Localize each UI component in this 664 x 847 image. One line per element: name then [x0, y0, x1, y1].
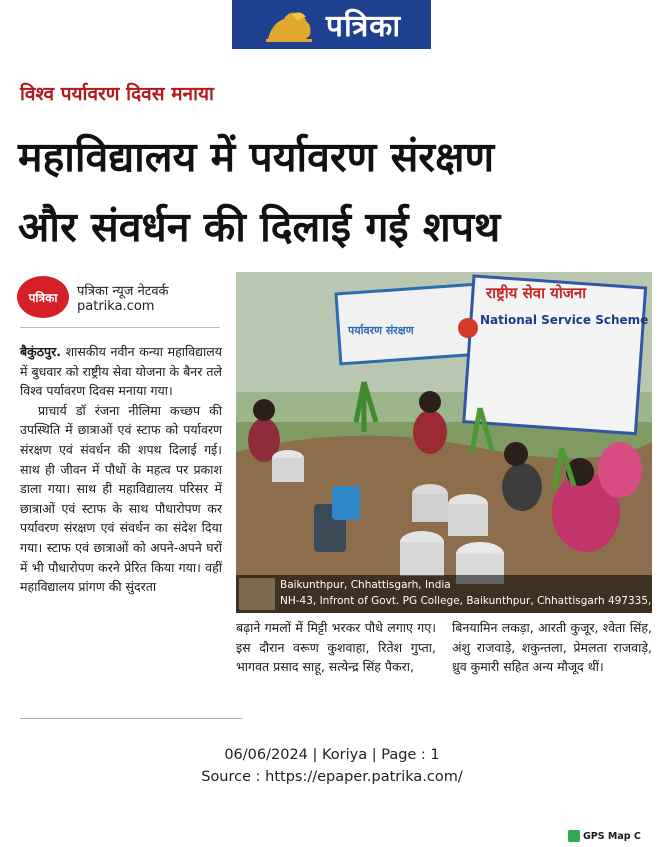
- page-footer: [0, 744, 664, 788]
- byline-name: पत्रिका न्यूज नेटवर्क: [77, 283, 169, 299]
- photo-banner-left: पर्यावरण संरक्षण: [348, 324, 414, 337]
- paragraph-1: [20, 342, 222, 401]
- paragraph-3: बढ़ाने गमलों में मिट्टी भरकर पौधे लगाए गए। इस दौरान वरूण कुशवाहा, रितेश गुप्ता, भागवत प्रसाद साहू, सत्येन्द्र सिंह पैकरा,: [236, 620, 436, 675]
- article-headline: [18, 122, 648, 262]
- photo-scene: [236, 272, 652, 613]
- article-column-2: [236, 618, 436, 677]
- gps-map-icon: [568, 830, 580, 842]
- byline: [17, 275, 222, 319]
- masthead: [232, 0, 431, 49]
- masthead-brand: पत्रिका: [325, 9, 402, 44]
- photo-banner-right-hindi: राष्ट्रीय सेवा योजना: [486, 284, 587, 302]
- paragraph-2: प्राचार्य डॉ रंजना नीलिमा कच्छप की उपस्थिति में छात्राओं एवं स्टाफ को पर्यावरण संरक्षण एवं संवर्धन की शपथ दिलाई गई। साथ ही जीवन में पौधों के महत्व पर प्रकाश डाला गया। साथ ही महाविद्यालय परिसर में छात्राओं एवं स्टाफ के साथ पौधारोपण कर पर्यावरण संरक्षण एवं संवर्धन का संदेश दिया गया। स्टाफ एवं छात्राओं को अपने-अपने घरों में भी पौधारोपण करने प्रेरित किया गया। वहीं महाविद्यालय प्रांगण की सुंदरता: [20, 402, 222, 595]
- byline-site: patrika.com: [77, 298, 155, 314]
- map-thumbnail: [239, 578, 275, 610]
- article-column-1: [20, 342, 222, 597]
- lion-emblem-icon: [262, 5, 316, 45]
- byline-badge: पत्रिका: [17, 276, 69, 318]
- dateline: बैकुंठपुर.: [20, 344, 61, 359]
- byline-divider: [20, 327, 220, 328]
- bottom-divider: [20, 718, 242, 719]
- gps-map-label: GPS Map C: [583, 830, 641, 842]
- paragraph-1-text: शासकीय नवीन कन्या महाविद्यालय में बुधवार को राष्ट्रीय सेवा योजना के बैनर तले विश्व पर्यावरण दिवस मनाया गया।: [20, 344, 222, 399]
- headline-line-1: महाविद्यालय में पर्यावरण संरक्षण: [18, 133, 495, 181]
- gps-map-badge: [564, 825, 652, 847]
- footer-source: Source : https://epaper.patrika.com/: [201, 769, 463, 785]
- geotag-line-2: NH-43, Infront of Govt. PG College, Baikunthpur, Chhattisgarh 497335,: [280, 595, 652, 607]
- headline-line-2: और संवर्धन की दिलाई गई शपथ: [18, 203, 501, 251]
- geotag-overlay: [236, 575, 652, 613]
- paragraph-4: बिनयामिन लकड़ा, आरती कुजूर, श्वेता सिंह, अंशु राजवाड़े, शकुन्तला, प्रेमलता राजवाड़े, ध्रुव कुमारी सहित अन्य मौजूद थीं।: [452, 620, 652, 675]
- byline-source: [77, 281, 169, 314]
- article-column-3: [452, 618, 652, 677]
- photo-banner-right-english: National Service Scheme: [480, 313, 649, 327]
- geotag-line-1: Baikunthpur, Chhattisgarh, India: [280, 579, 451, 591]
- article-kicker: विश्व पर्यावरण दिवस मनाया: [20, 83, 214, 105]
- footer-meta: 06/06/2024 | Koriya | Page : 1: [224, 747, 440, 763]
